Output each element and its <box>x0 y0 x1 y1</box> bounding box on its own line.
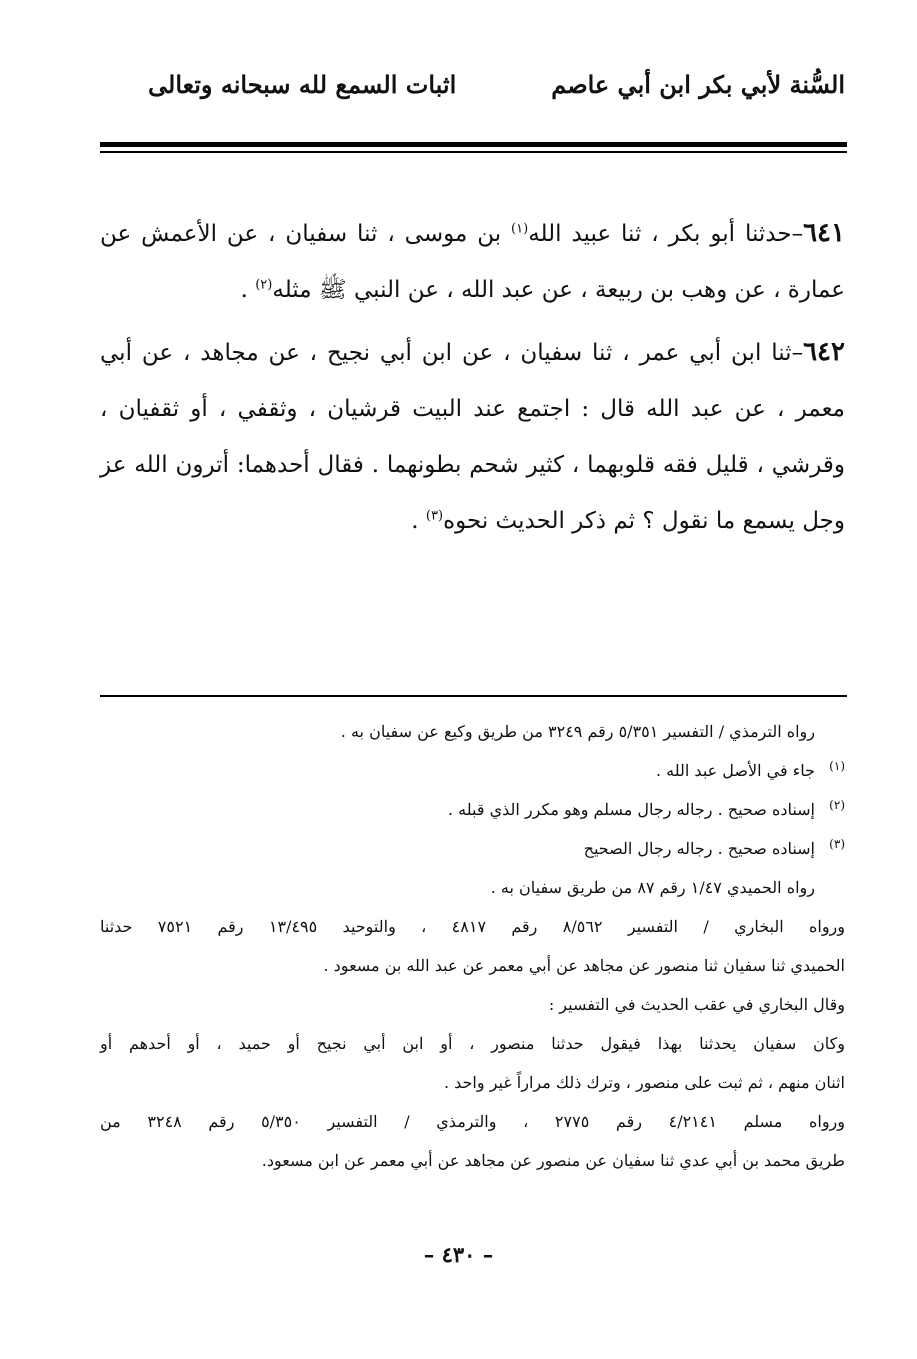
footnote-line: ورواه البخاري / التفسير ٨/٥٦٢ رقم ٤٨١٧ ، والتوحيد ١٣/٤٩٥ رقم ٧٥٢١ حدثنا <box>100 917 846 936</box>
footnote-text: إسناده صحيح . رجاله رجال الصحيح <box>583 839 815 858</box>
header-rule-thin <box>100 151 847 153</box>
running-header-chapter-title: اثبات السمع لله سبحانه وتعالى <box>148 70 457 99</box>
header-rule-thick <box>100 142 847 147</box>
footnote-separator <box>100 695 847 697</box>
footnote-line: رواه الحميدي ١/٤٧ رقم ٨٧ من طريق سفيان به . <box>490 878 815 897</box>
footnote-line: وقال البخاري في عقب الحديث في التفسير : <box>548 995 845 1014</box>
page-number: – ٤٣٠ – <box>423 1242 494 1267</box>
footnote-marker: (٣) <box>425 508 444 524</box>
hadith-text: . <box>411 508 426 534</box>
footnote-line: طريق محمد بن أبي عدي ثنا سفيان عن منصور عن مجاهد عن أبي معمر عن ابن مسعود. <box>261 1151 845 1170</box>
footnotes <box>100 712 845 1180</box>
footnote-line: ورواه مسلم ٤/٢١٤١ رقم ٢٧٧٥ ، والترمذي / التفسير ٥/٣٥٠ رقم ٣٢٤٨ من <box>100 1112 846 1131</box>
hadith-text: بن موسى ، ثنا سفيان ، عن الأعمش عن عمارة ، عن وهب بن ربيعة ، عن عبد الله ، عن النبي ﷺ مثله <box>100 221 845 303</box>
footnote-line: اثنان منهم ، ثم ثبت على منصور ، وترك ذلك مراراً غير واحد . <box>443 1073 845 1092</box>
footnote-marker: (١) <box>511 221 529 237</box>
running-header-book-title: السُّنة لأبي بكر ابن أبي عاصم <box>551 70 845 99</box>
main-text <box>100 205 845 555</box>
footnote-line: وكان سفيان يحدثنا بهذا فيقول حدثنا منصور ، أو ابن أبي نجيح أو حميد ، أو أحدهم أو <box>100 1034 845 1053</box>
footnote-2 <box>100 790 845 829</box>
footnote-1 <box>100 751 845 790</box>
footnote-number: (١) <box>829 759 845 773</box>
hadith-number: ٦٤٢ <box>803 337 845 367</box>
footnote-number: (٣) <box>829 837 845 851</box>
footnote-text: جاء في الأصل عبد الله . <box>655 761 815 780</box>
footnote-number: (٢) <box>829 798 845 812</box>
footnote-line: الحميدي ثنا سفيان ثنا منصور عن مجاهد عن أبي معمر عن عبد الله بن مسعود . <box>323 956 845 975</box>
hadith-text: . <box>240 277 256 303</box>
hadith-number: ٦٤١ <box>803 218 845 248</box>
footnote-text: إسناده صحيح . رجاله رجال مسلم وهو مكرر الذي قبله . <box>448 800 815 819</box>
footnote-3 <box>100 829 845 868</box>
hadith-641 <box>100 205 845 318</box>
footnote-marker: (٢) <box>255 277 273 293</box>
footnote-line: رواه الترمذي / التفسير ٥/٣٥١ رقم ٣٢٤٩ من طريق وكيع عن سفيان به . <box>340 722 815 741</box>
hadith-text: –حدثنا أبو بكر ، ثنا عبيد الله <box>528 221 804 247</box>
hadith-642 <box>100 324 845 549</box>
hadith-text: –ثنا ابن أبي عمر ، ثنا سفيان ، عن ابن أبي نجيح ، عن مجاهد ، عن أبي معمر ، عن عبد الله قال : اجتمع عند البيت قرشيان ، وثقفي ، أو ثقفيان ، وقرشي ، قليل فقه قلوبهما ، كثير شحم بطونهما . فقال أحدهما: أترون الله عز وجل يسمع ما نقول ؟ ثم ذكر الحديث نحوه <box>100 340 845 534</box>
